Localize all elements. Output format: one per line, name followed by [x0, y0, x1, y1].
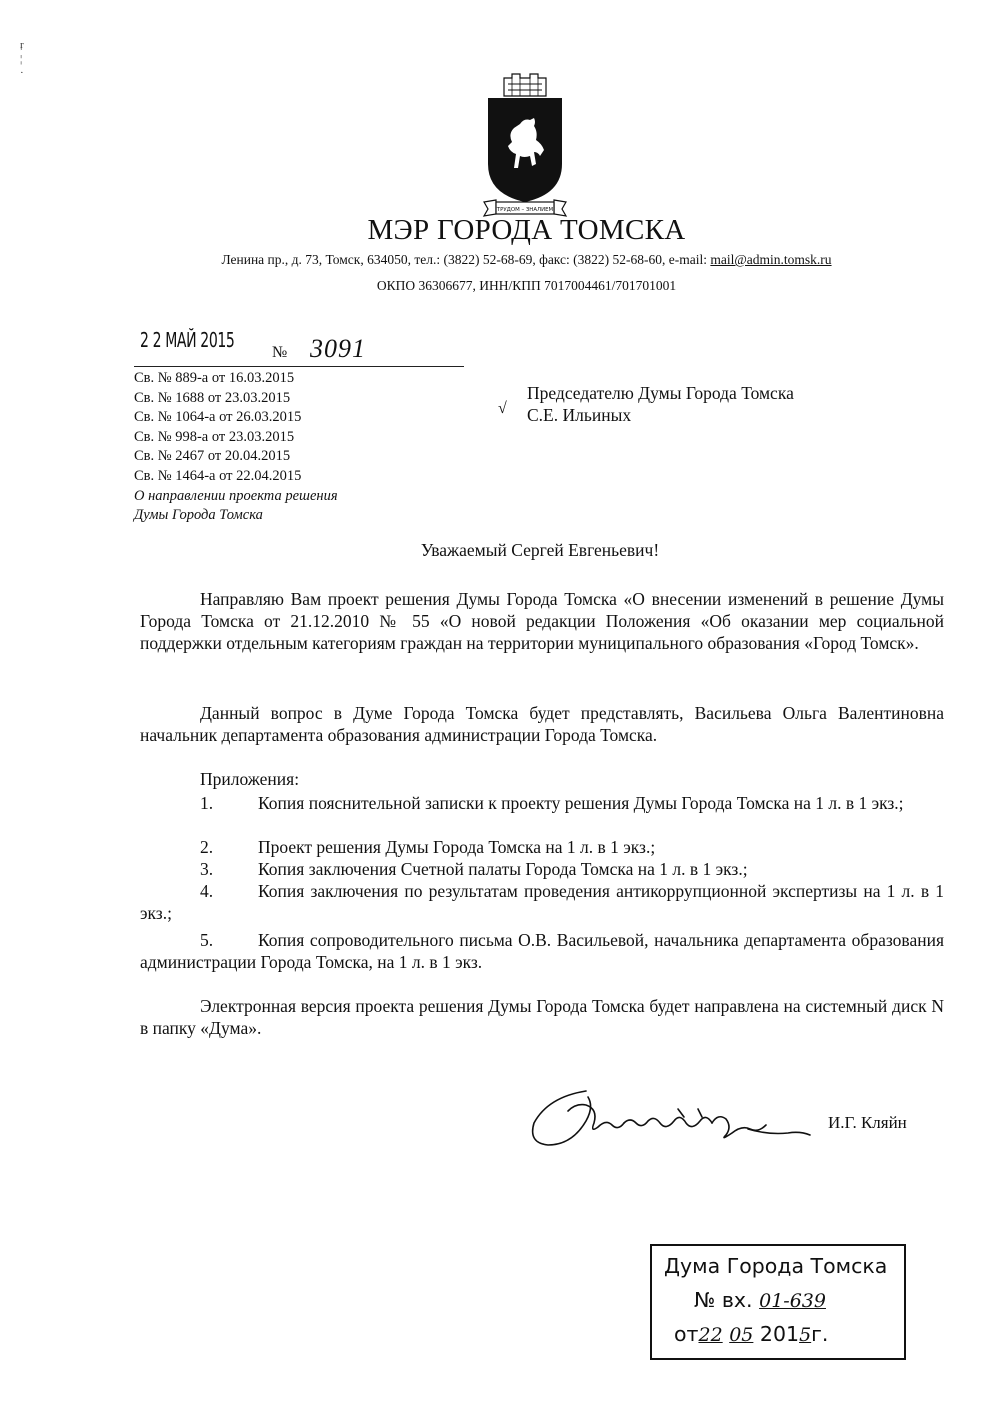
- registration-date-stamp: 2 2 МАЙ 2015: [140, 328, 235, 352]
- paragraph-1: [140, 588, 944, 654]
- stamp-in-label: № вх.: [694, 1288, 753, 1312]
- paragraph-2-text: Данный вопрос в Думе Города Томска будет представлять, Васильева Ольга Валентиновна начальник департамента образования администрации Города Томска.: [140, 703, 944, 745]
- stamp-date-month: 05: [729, 1324, 754, 1346]
- crest-motto: ТРУДОМ – ЗНАЛИЕМ: [496, 207, 554, 213]
- registration-number: 3091: [310, 334, 366, 363]
- attachment-number: 2.: [200, 837, 214, 857]
- reference-list: [134, 369, 338, 526]
- attachment-number: 1.: [200, 793, 214, 813]
- paragraph-1-text: Направляю Вам проект решения Думы Города Томска «О внесении изменений в решение Думы Города Томска от 21.12.2010 № 55 «О новой редакции Положения «Об оказании мер социальной поддержки отдельным категориям граждан на территории муниципального образования «Город Томск».: [140, 589, 944, 653]
- attachment-item: [140, 929, 944, 973]
- attachment-text: Копия пояснительной записки к проекту решения Думы Города Томска на 1 л. в 1 экз.;: [258, 793, 904, 813]
- letterhead-title: МЭР ГОРОДА ТОМСКА: [367, 214, 686, 246]
- reference-item: Св. № 1688 от 23.03.2015: [134, 389, 291, 406]
- stamp-date-row: [674, 1322, 828, 1346]
- registration-line: [134, 366, 464, 367]
- attachment-text: Копия заключения по результатам проведения антикоррупционной экспертизы на 1 л. в 1 экз.;: [140, 881, 944, 923]
- email-link[interactable]: mail@admin.tomsk.ru: [710, 252, 832, 267]
- attachments-title: Приложения:: [200, 769, 300, 789]
- scan-edge-mark: ŗ ¦ ·: [20, 39, 24, 79]
- stamp-date-prefix: от: [674, 1322, 699, 1346]
- stamp-year-end: г.: [811, 1322, 829, 1346]
- attachment-text: Проект решения Думы Города Томска на 1 л. в 1 экз.;: [258, 837, 656, 857]
- addressee-position: Председателю Думы Города Томска: [527, 383, 794, 403]
- contacts-text: Ленина пр., д. 73, Томск, 634050, тел.: (3822) 52-68-69, факс: (3822) 52-68-60, e-mail:: [221, 252, 711, 267]
- reference-item: Св. № 2467 от 20.04.2015: [134, 448, 291, 465]
- stamp-date-day: 22: [698, 1324, 723, 1346]
- stamp-year-suffix: 5: [799, 1324, 812, 1346]
- attachment-item: [140, 858, 944, 880]
- attachment-number: 5.: [200, 930, 214, 950]
- registration-number-label: №: [272, 344, 288, 361]
- attachment-text: Копия сопроводительного письма О.В. Васильевой, начальника департамента образования администрации Города Томска, на 1 л. в 1 экз.: [140, 930, 944, 972]
- reference-item: Св. № 1064-а от 26.03.2015: [134, 409, 302, 426]
- letterhead-contacts: [0, 252, 1000, 268]
- signer-name: И.Г. Кляйн: [828, 1113, 907, 1132]
- stamp-org: Дума Города Томска: [664, 1254, 888, 1278]
- handwritten-signature: [528, 1083, 813, 1155]
- subject-line: О направлении проекта решения: [134, 487, 338, 504]
- attachment-item: [140, 880, 944, 924]
- addressee-block: [527, 382, 794, 426]
- crown: [504, 74, 546, 96]
- attachment-number: 3.: [200, 859, 214, 879]
- reference-item: Св. № 998-а от 23.03.2015: [134, 428, 295, 445]
- reference-item: Св. № 889-а от 16.03.2015: [134, 370, 295, 386]
- greeting: Уважаемый Сергей Евгеньевич!: [420, 540, 660, 560]
- attachment-text: Копия заключения Счетной палаты Города Томска на 1 л. в 1 экз.;: [258, 859, 748, 879]
- stamp-year-prefix: 201: [759, 1322, 800, 1346]
- attachment-number: 4.: [200, 881, 214, 901]
- reference-item: Св. № 1464-а от 22.04.2015: [134, 467, 302, 484]
- attachment-item: [140, 836, 944, 858]
- paragraph-2: [140, 702, 944, 746]
- paragraph-3: [140, 995, 944, 1039]
- tomsk-coat-of-arms: [478, 68, 572, 220]
- stamp-number-row: [694, 1288, 826, 1312]
- addressee-name: С.Е. Ильиных: [527, 405, 632, 425]
- stamp-in-number: 01-639: [759, 1290, 826, 1312]
- paragraph-3-text: Электронная версия проекта решения Думы Города Томска будет направлена на системный диск N в папку «Дума».: [140, 996, 944, 1038]
- attachment-item: [140, 792, 944, 814]
- letterhead-okpo: ОКПО 36306677, ИНН/КПП 7017004461/701701001: [376, 278, 677, 293]
- subject-line: Думы Города Томска: [134, 507, 263, 524]
- incoming-registration-stamp: [650, 1244, 906, 1360]
- check-mark: √: [498, 400, 507, 417]
